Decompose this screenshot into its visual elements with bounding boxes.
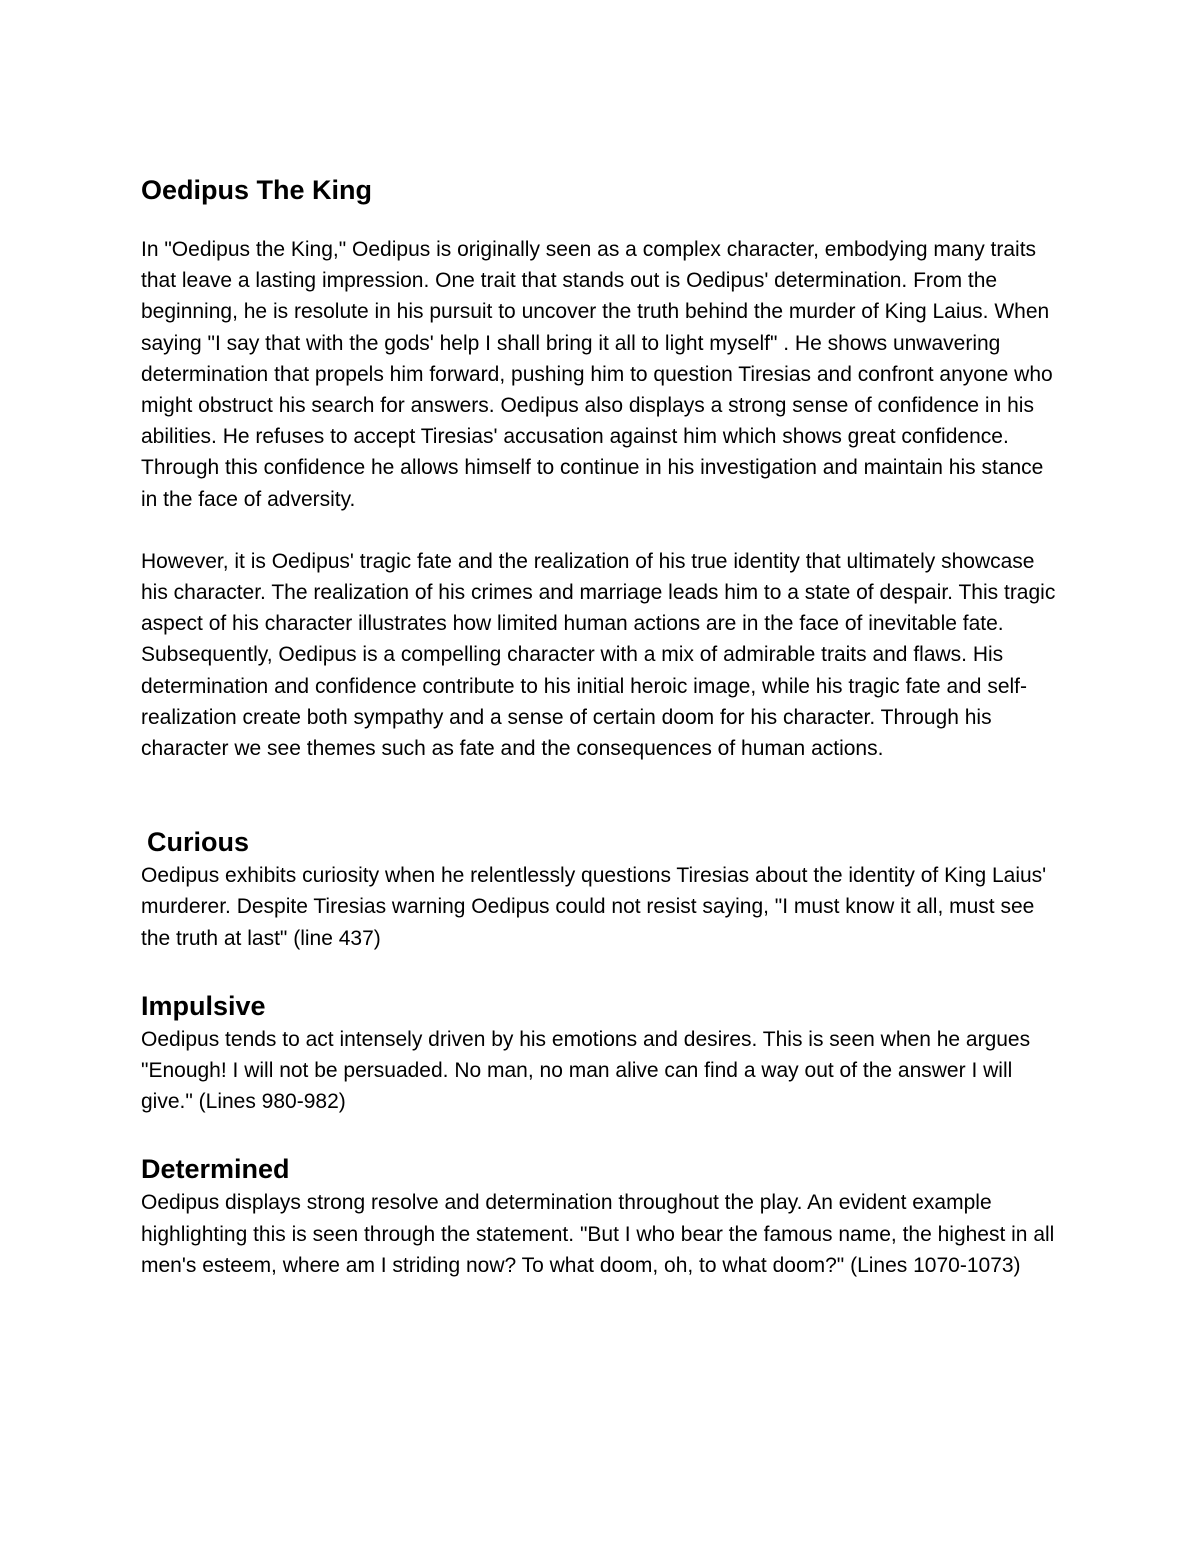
body-paragraph-2: However, it is Oedipus' tragic fate and the realization of his true identity that ultimately showcase his character. The realization of his crimes and marriage leads him to a state of despair. This tragic aspect of his character illustrates how limited human actions are in the face of inevitable fate. Subsequently, Oedipus is a compelling character with a mix of admirable traits and flaws. His determination and confidence contribute to his initial heroic image, while his tragic fate and self-realization create both sympathy and a sense of certain doom for his character. Through his character we see themes such as fate and the consequences of human actions. <box>141 549 1056 761</box>
trait-body-impulsive: Oedipus tends to act intensely driven by his emotions and desires. This is seen when he argues "Enough! I will not be persuaded. No man, no man alive can find a way out of the answer I will give." (Lines 980-982) <box>141 1027 1031 1114</box>
document-page <box>141 170 1061 1281</box>
trait-section-curious <box>141 824 1061 954</box>
trait-section-determined <box>141 1151 1061 1281</box>
body-paragraph-1: In "Oedipus the King," Oedipus is originally seen as a complex character, embodying many traits that leave a lasting impression. One trait that stands out is Oedipus' determination. From the beginning, he is resolute in his pursuit to uncover the truth behind the murder of King Laius. When saying "I say that with the gods' help I shall bring it all to light myself" . He shows unwavering determination that propels him forward, pushing him to question Tiresias and confront anyone who might obstruct his search for answers. Oedipus also displays a strong sense of confidence in his abilities. He refuses to accept Tiresias' accusation against him which shows great confidence. Through this confidence he allows himself to continue in his investigation and maintain his stance in the face of adversity. <box>141 238 1053 511</box>
document-title: Oedipus The King <box>141 175 373 205</box>
trait-section-impulsive <box>141 988 1061 1118</box>
trait-body-curious: Oedipus exhibits curiosity when he relentlessly questions Tiresias about the identity of King Laius' murderer. Despite Tiresias warning Oedipus could not resist saying, "I must know it all, must see the truth at last" (line 437) <box>141 864 1047 950</box>
trait-heading-curious: Curious <box>147 827 250 858</box>
trait-heading-determined: Determined <box>141 1154 290 1185</box>
trait-body-determined: Oedipus displays strong resolve and determination throughout the play. An evident example highlighting this is seen through the statement. "But I who bear the famous name, the highest in all men's esteem, where am I striding now? To what doom, oh, to what doom?" (Lines 1070-1073) <box>141 1191 1055 1277</box>
trait-heading-impulsive: Impulsive <box>141 990 266 1021</box>
